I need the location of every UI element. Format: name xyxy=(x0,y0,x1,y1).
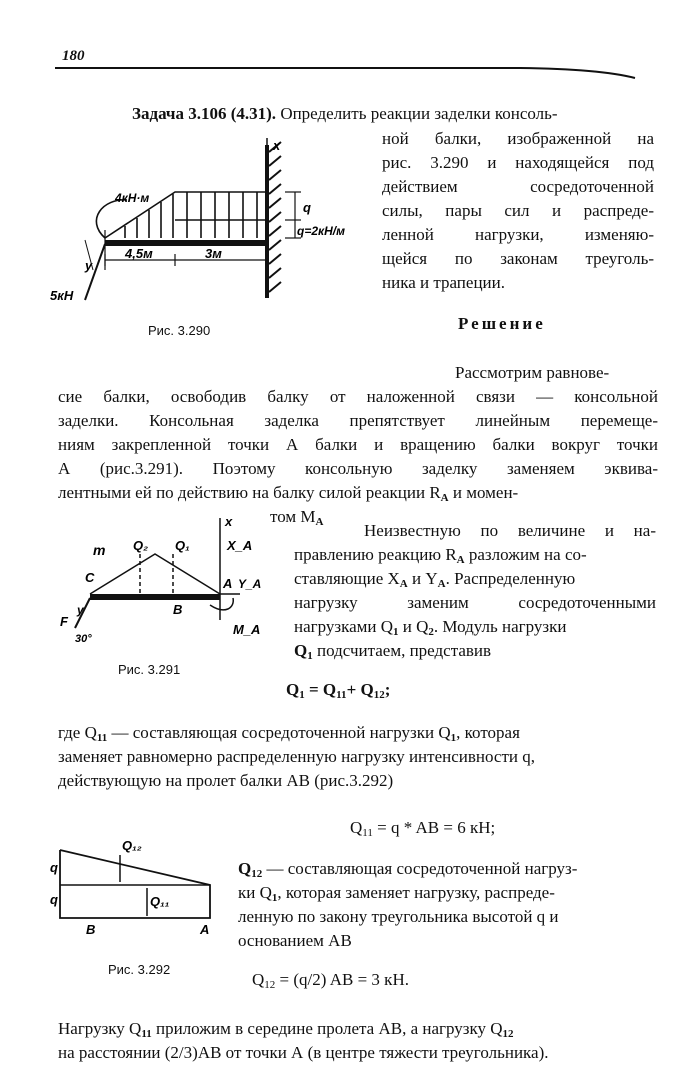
fig291-a-label: A xyxy=(223,576,233,591)
fig291-m-label: m xyxy=(93,542,106,558)
problem-line-7: ника и трапеции. xyxy=(382,273,505,292)
p3-c: , которая xyxy=(456,723,520,742)
fig291-c-label: C xyxy=(85,570,95,585)
figure-3-291 xyxy=(55,510,275,660)
p5-b: приложим в середине пролета АВ, а нагрузку Q xyxy=(151,1019,503,1038)
f3-sub: 12 xyxy=(264,979,276,991)
f1-end: ; xyxy=(384,680,391,699)
fig292-b-label: B xyxy=(86,922,96,937)
problem-line-3: действием сосредоточенной xyxy=(382,177,654,196)
f1-lhs-sub: 1 xyxy=(299,689,305,701)
problem-line-4: силы, пары сил и распреде- xyxy=(382,201,654,220)
f2-q: Q xyxy=(350,818,363,837)
q-value-label: q=2кН/м xyxy=(297,224,345,238)
x-axis-label: x xyxy=(273,138,281,153)
f2-sub: 11 xyxy=(362,827,373,839)
para3-line-2: заменяет равномерно распределенную нагрузку интенсивности q, xyxy=(58,747,535,766)
p3-sub2: 1 xyxy=(450,732,457,744)
y-axis-label: y xyxy=(85,258,93,273)
para2-text-i: Q xyxy=(294,641,308,660)
para2-text-b: разложим на со- xyxy=(464,545,587,564)
para2-sub-1b: 1 xyxy=(307,650,313,662)
para4-line-1 xyxy=(238,858,577,880)
fig291-load xyxy=(90,554,220,594)
p4-c: ки Q xyxy=(238,883,272,902)
p5-sub: 11 xyxy=(141,1028,152,1040)
fig292-trapezoid xyxy=(60,850,210,918)
length-label-2: 3м xyxy=(205,246,222,261)
formula-q1 xyxy=(286,680,390,700)
p4-sub2: 1 xyxy=(271,892,278,904)
p3-b: — составляющая сосредоточенной нагрузки Q xyxy=(107,723,451,742)
problem-first-line xyxy=(132,103,558,125)
fig291-y-label: y xyxy=(77,603,84,617)
figure-3-290 xyxy=(45,130,345,320)
para2-line-3 xyxy=(294,568,575,590)
para3-line-1 xyxy=(58,722,520,744)
fig291-angle-label: 30° xyxy=(75,633,92,645)
header-rule xyxy=(0,56,680,86)
fig291-q2-label: Q₂ xyxy=(133,538,149,553)
para1-line-6-text: том M xyxy=(270,507,316,526)
fig291-f-label: F xyxy=(60,614,68,629)
problem-line-6: щейся по законам треуголь- xyxy=(382,249,654,268)
f1-t1-sub: 11 xyxy=(336,689,347,701)
fig292-q-top: q xyxy=(50,860,58,875)
problem-intro: Определить реакции заделки консоль- xyxy=(280,104,558,123)
q-label: q xyxy=(303,200,311,215)
para2-sub-2: 2 xyxy=(428,626,434,638)
fig291-beam xyxy=(90,594,220,600)
length-label-1: 4,5м xyxy=(125,246,153,261)
para2-line-5 xyxy=(294,616,566,638)
para1-first: Рассмотрим равнове- xyxy=(455,363,610,382)
fig291-x-label: x xyxy=(225,514,233,529)
para2-line-1: Неизвестную по величине и на- xyxy=(364,521,656,540)
fig291-ya-label: Y_A xyxy=(238,577,262,591)
para5-line-2: на расстоянии (2/3)АВ от точки А (в центре тяжести треугольника). xyxy=(58,1043,549,1062)
p3-sub: 11 xyxy=(96,732,108,744)
f2-rest: = q * AB = 6 кН; xyxy=(372,818,496,837)
formula-q12 xyxy=(252,970,409,990)
sub-a-2: A xyxy=(315,516,324,528)
para1-line-3: ниям закрепленной точки А балки и вращению балки вокруг точки xyxy=(58,435,658,454)
para1-line-5-text: лентными ей по действию на балку силой реакции R xyxy=(58,483,441,502)
problem-line-2: рис. 3.290 и находящейся под xyxy=(382,153,654,172)
figure-3-292 xyxy=(50,830,230,940)
f3-rest: = (q/2) AB = 3 кН. xyxy=(275,970,409,989)
fig291-ma-label: M_A xyxy=(233,622,261,637)
para2-text-c: ставляющие X xyxy=(294,569,400,588)
para4-line-2 xyxy=(238,882,555,904)
para2-text-f: нагрузками Q xyxy=(294,617,394,636)
fig292-a-label: A xyxy=(200,922,210,937)
para2-text-d: и Y xyxy=(407,569,438,588)
para2-sub-1: 1 xyxy=(393,626,399,638)
f1-eq: = Q xyxy=(304,680,337,699)
p5-a: Нагрузку Q xyxy=(58,1019,142,1038)
fig292-q12-label: Q₁₂ xyxy=(122,838,142,853)
page-number: 180 xyxy=(62,48,85,64)
p4-d: , которая заменяет нагрузку, распреде- xyxy=(277,883,555,902)
solution-heading: Решение xyxy=(458,314,546,333)
para2-line-4: нагрузку заменим сосредоточенными xyxy=(294,593,656,612)
f1-t2-sub: 12 xyxy=(373,689,385,701)
para1-line-2: заделки. Консольная заделка препятствует линейным перемеще- xyxy=(58,411,658,430)
fig292-q11-label: Q₁₁ xyxy=(150,894,170,909)
moment-arrow xyxy=(96,200,127,238)
para4-line-3: ленную по закону треугольника высотой q и xyxy=(238,907,559,926)
p4-a: Q xyxy=(238,859,252,878)
para3-line-3: действующую на пролет балки АВ (рис.3.292) xyxy=(58,771,394,790)
para1-line-6 xyxy=(270,506,323,528)
p5-sub2: 12 xyxy=(502,1028,514,1040)
fig-291-caption: Рис. 3.291 xyxy=(118,662,181,677)
f1-plus: + Q xyxy=(346,680,374,699)
p3-a: где Q xyxy=(58,723,97,742)
sub-a: A xyxy=(440,492,449,504)
fig291-b-label: B xyxy=(173,602,183,617)
para1-line-5 xyxy=(58,482,518,504)
para2-text-j: подсчитаем, представив xyxy=(312,641,492,660)
para5-line-1 xyxy=(58,1018,514,1040)
p4-b: — составляющая сосредоточенной нагруз- xyxy=(262,859,578,878)
wall-support xyxy=(267,142,281,298)
para1-line-1: сие балки, освободив балку от наложенной связи — консольной xyxy=(58,387,658,406)
para1-line-4: А (рис.3.291). Поэтому консольную заделку заменяем эквива- xyxy=(58,459,658,478)
para2-text-h: . Модуль нагрузки xyxy=(433,617,567,636)
para1-line-5-tail: и момен- xyxy=(448,483,519,502)
fig291-q1-label: Q₁ xyxy=(175,538,190,553)
fig-290-caption: Рис. 3.290 xyxy=(148,323,211,338)
fig291-xa-label: X_A xyxy=(227,538,253,553)
para2-sub-a3: A xyxy=(437,578,446,590)
para2-line-6 xyxy=(294,640,491,662)
formula-q11 xyxy=(350,818,495,838)
para2-sub-a2: A xyxy=(399,578,408,590)
f3-q: Q xyxy=(252,970,265,989)
para2-sub-a: A xyxy=(456,554,465,566)
problem-title: Задача 3.106 (4.31). xyxy=(132,104,277,123)
force-label: 5кН xyxy=(50,288,74,303)
moment-label: 4кН·м xyxy=(115,191,150,205)
f1-lhs: Q xyxy=(286,680,300,699)
fig-292-caption: Рис. 3.292 xyxy=(108,962,171,977)
para2-line-2 xyxy=(294,544,587,566)
para4-line-4: основанием АВ xyxy=(238,931,352,950)
para2-text-g: и Q xyxy=(398,617,429,636)
problem-line-5: ленной нагрузки, изменяю- xyxy=(382,225,654,244)
fig292-q-bottom: q xyxy=(50,892,58,907)
para2-text-e: . Распределенную xyxy=(445,569,576,588)
p4-sub: 12 xyxy=(251,868,263,880)
problem-line-1: ной балки, изображенной на xyxy=(382,129,654,148)
para2-text-a: правлению реакцию R xyxy=(294,545,457,564)
